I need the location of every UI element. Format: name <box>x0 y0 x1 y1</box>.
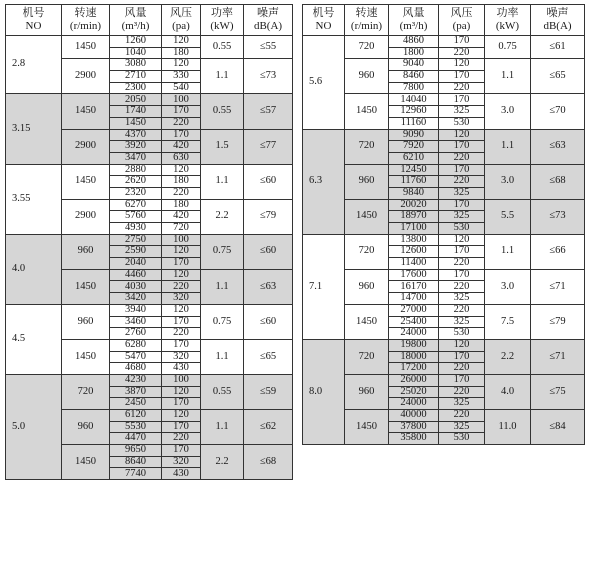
power-cell: 0.75 <box>485 36 531 59</box>
noise-cell: ≤68 <box>244 445 293 480</box>
pressure-cell: 220 <box>162 187 201 199</box>
pressure-cell: 120 <box>162 59 201 71</box>
power-cell: 2.2 <box>201 445 244 480</box>
power-cell: 1.1 <box>201 164 244 199</box>
speed-cell: 960 <box>345 269 389 304</box>
flow-cell: 5760 <box>110 211 162 223</box>
pressure-cell: 220 <box>162 117 201 129</box>
pressure-cell: 120 <box>162 269 201 281</box>
flow-cell: 1740 <box>110 106 162 118</box>
pressure-cell: 120 <box>439 234 485 246</box>
pressure-cell: 170 <box>162 445 201 457</box>
flow-cell: 24000 <box>389 328 439 340</box>
flow-cell: 11160 <box>389 117 439 129</box>
pressure-cell: 220 <box>439 410 485 422</box>
power-header: 功率 (kW) <box>485 5 531 36</box>
pressure-cell: 630 <box>162 152 201 164</box>
flow-cell: 11760 <box>389 176 439 188</box>
pressure-header: 风压 (pa) <box>162 5 201 36</box>
pressure-cell: 530 <box>439 117 485 129</box>
model-no-cell: 3.55 <box>6 164 62 234</box>
flow-cell: 19800 <box>389 339 439 351</box>
table-row <box>303 234 585 246</box>
flow-cell: 3870 <box>110 386 162 398</box>
flow-cell: 5530 <box>110 421 162 433</box>
flow-cell: 3420 <box>110 293 162 305</box>
flow-cell: 2320 <box>110 187 162 199</box>
flow-cell: 1260 <box>110 36 162 48</box>
flow-cell: 4370 <box>110 129 162 141</box>
pressure-cell: 100 <box>162 374 201 386</box>
noise-cell: ≤71 <box>531 339 585 374</box>
power-cell: 0.75 <box>201 304 244 339</box>
noise-cell: ≤60 <box>244 234 293 269</box>
pressure-cell: 120 <box>162 386 201 398</box>
pressure-cell: 180 <box>162 47 201 59</box>
noise-cell: ≤59 <box>244 374 293 409</box>
model-no-cell: 4.0 <box>6 234 62 304</box>
flow-cell: 9040 <box>389 59 439 71</box>
flow-cell: 26000 <box>389 374 439 386</box>
flow-cell: 2750 <box>110 234 162 246</box>
noise-cell: ≤84 <box>531 410 585 445</box>
speed-cell: 1450 <box>345 199 389 234</box>
flow-cell: 6270 <box>110 199 162 211</box>
pressure-cell: 220 <box>439 82 485 94</box>
speed-cell: 720 <box>345 339 389 374</box>
pressure-cell: 170 <box>439 351 485 363</box>
power-cell: 0.75 <box>201 234 244 269</box>
noise-cell: ≤73 <box>244 59 293 94</box>
flow-cell: 12600 <box>389 246 439 258</box>
pressure-cell: 530 <box>439 328 485 340</box>
flow-cell: 8460 <box>389 71 439 83</box>
model-no-cell: 4.5 <box>6 304 62 374</box>
power-cell: 0.55 <box>201 94 244 129</box>
flow-cell: 9090 <box>389 129 439 141</box>
pressure-cell: 170 <box>162 258 201 270</box>
model-no-cell: 2.8 <box>6 36 62 94</box>
flow-cell: 2300 <box>110 82 162 94</box>
power-cell: 3.0 <box>485 164 531 199</box>
noise-cell: ≤61 <box>531 36 585 59</box>
power-cell: 11.0 <box>485 410 531 445</box>
flow-cell: 17600 <box>389 269 439 281</box>
table-row <box>6 304 293 316</box>
model-no-cell: 5.0 <box>6 374 62 479</box>
speed-cell: 720 <box>345 234 389 269</box>
table-row <box>303 410 585 422</box>
pressure-cell: 220 <box>439 386 485 398</box>
pressure-cell: 170 <box>162 129 201 141</box>
noise-cell: ≤60 <box>244 304 293 339</box>
speed-cell: 720 <box>345 129 389 164</box>
flow-cell: 13800 <box>389 234 439 246</box>
power-cell: 3.0 <box>485 94 531 129</box>
flow-cell: 1450 <box>110 117 162 129</box>
pressure-cell: 325 <box>439 187 485 199</box>
noise-cell: ≤63 <box>244 269 293 304</box>
pressure-cell: 220 <box>162 328 201 340</box>
power-cell: 1.1 <box>201 339 244 374</box>
pressure-cell: 100 <box>162 234 201 246</box>
table-row <box>303 36 585 48</box>
pressure-cell: 170 <box>162 421 201 433</box>
pressure-cell: 325 <box>439 211 485 223</box>
flow-cell: 3470 <box>110 152 162 164</box>
flow-cell: 17200 <box>389 363 439 375</box>
power-cell: 1.1 <box>201 410 244 445</box>
pressure-cell: 120 <box>162 164 201 176</box>
flow-cell: 3080 <box>110 59 162 71</box>
table-row <box>6 164 293 176</box>
pressure-cell: 320 <box>162 293 201 305</box>
table-row <box>303 374 585 386</box>
pressure-cell: 120 <box>162 246 201 258</box>
noise-cell: ≤73 <box>531 199 585 234</box>
flow-cell: 7920 <box>389 141 439 153</box>
pressure-cell: 220 <box>439 363 485 375</box>
flow-cell: 6120 <box>110 410 162 422</box>
speed-cell: 1450 <box>62 445 110 480</box>
table-row <box>303 94 585 106</box>
flow-cell: 16170 <box>389 281 439 293</box>
pressure-cell: 325 <box>439 106 485 118</box>
flow-cell: 5470 <box>110 351 162 363</box>
flow-cell: 2040 <box>110 258 162 270</box>
power-cell: 4.0 <box>485 374 531 409</box>
table-row <box>6 36 293 48</box>
pressure-cell: 420 <box>162 141 201 153</box>
power-cell: 7.5 <box>485 304 531 339</box>
speed-cell: 720 <box>62 374 110 409</box>
speed-cell: 960 <box>62 410 110 445</box>
pressure-cell: 170 <box>162 339 201 351</box>
power-cell: 1.1 <box>485 59 531 94</box>
pressure-cell: 220 <box>439 258 485 270</box>
speed-cell: 1450 <box>62 36 110 59</box>
model-no-cell: 7.1 <box>303 234 345 339</box>
flow-cell: 25020 <box>389 386 439 398</box>
pressure-cell: 180 <box>162 199 201 211</box>
pressure-cell: 430 <box>162 363 201 375</box>
table-row <box>303 269 585 281</box>
speed-cell: 2900 <box>62 59 110 94</box>
flow-cell: 4230 <box>110 374 162 386</box>
power-cell: 1.1 <box>485 129 531 164</box>
table-body <box>6 36 293 480</box>
noise-cell: ≤77 <box>244 129 293 164</box>
speed-cell: 960 <box>62 304 110 339</box>
flow-cell: 14040 <box>389 94 439 106</box>
table-header <box>303 5 585 36</box>
flow-cell: 1040 <box>110 47 162 59</box>
flow-cell: 8640 <box>110 456 162 468</box>
power-cell: 1.1 <box>485 234 531 269</box>
pressure-cell: 170 <box>439 246 485 258</box>
pressure-cell: 530 <box>439 223 485 235</box>
noise-cell: ≤79 <box>531 304 585 339</box>
flow-cell: 7740 <box>110 468 162 480</box>
pressure-cell: 325 <box>439 421 485 433</box>
power-cell: 1.5 <box>201 129 244 164</box>
pressure-cell: 170 <box>439 94 485 106</box>
pressure-cell: 220 <box>439 152 485 164</box>
table-header <box>6 5 293 36</box>
speed-cell: 960 <box>345 59 389 94</box>
flow-cell: 2590 <box>110 246 162 258</box>
noise-cell: ≤68 <box>531 164 585 199</box>
table-row <box>303 304 585 316</box>
pressure-cell: 430 <box>162 468 201 480</box>
noise-cell: ≤62 <box>244 410 293 445</box>
pressure-cell: 170 <box>162 316 201 328</box>
pressure-cell: 220 <box>439 47 485 59</box>
noise-cell: ≤65 <box>244 339 293 374</box>
flow-cell: 9840 <box>389 187 439 199</box>
pressure-cell: 120 <box>439 59 485 71</box>
table-body <box>303 36 585 445</box>
flow-cell: 4930 <box>110 223 162 235</box>
flow-cell: 1800 <box>389 47 439 59</box>
table-row <box>6 94 293 106</box>
flow-cell: 4460 <box>110 269 162 281</box>
pressure-cell: 220 <box>439 304 485 316</box>
flow-cell: 24000 <box>389 398 439 410</box>
flow-cell: 6210 <box>389 152 439 164</box>
table-row <box>6 234 293 246</box>
table-row <box>303 59 585 71</box>
speed-cell: 2900 <box>62 129 110 164</box>
pressure-cell: 320 <box>162 351 201 363</box>
pressure-cell: 170 <box>162 106 201 118</box>
flow-cell: 4680 <box>110 363 162 375</box>
flow-cell: 6280 <box>110 339 162 351</box>
power-cell: 3.0 <box>485 269 531 304</box>
noise-cell: ≤65 <box>531 59 585 94</box>
noise-cell: ≤66 <box>531 234 585 269</box>
table-row <box>303 199 585 211</box>
pressure-cell: 120 <box>162 304 201 316</box>
speed-cell: 1450 <box>62 269 110 304</box>
speed-cell: 2900 <box>62 199 110 234</box>
speed-cell: 960 <box>62 234 110 269</box>
model-no-cell: 5.6 <box>303 36 345 130</box>
flow-cell: 2760 <box>110 328 162 340</box>
flow-cell: 4470 <box>110 433 162 445</box>
flow-cell: 12960 <box>389 106 439 118</box>
speed-cell: 1450 <box>62 164 110 199</box>
speed-header: 转速 (r/min) <box>345 5 389 36</box>
speed-cell: 1450 <box>62 94 110 129</box>
noise-cell: ≤55 <box>244 36 293 59</box>
flow-header: 风量 (m³/h) <box>389 5 439 36</box>
pressure-cell: 220 <box>162 433 201 445</box>
flow-cell: 7800 <box>389 82 439 94</box>
speed-cell: 960 <box>345 164 389 199</box>
pressure-cell: 170 <box>439 141 485 153</box>
pressure-cell: 180 <box>162 176 201 188</box>
speed-cell: 1450 <box>345 94 389 129</box>
power-cell: 0.55 <box>201 36 244 59</box>
flow-cell: 2620 <box>110 176 162 188</box>
pressure-cell: 325 <box>439 293 485 305</box>
speed-cell: 1450 <box>345 410 389 445</box>
noise-header: 噪声 dB(A) <box>531 5 585 36</box>
flow-cell: 9650 <box>110 445 162 457</box>
pressure-cell: 170 <box>162 398 201 410</box>
flow-cell: 11400 <box>389 258 439 270</box>
flow-cell: 40000 <box>389 410 439 422</box>
pressure-cell: 120 <box>162 410 201 422</box>
pressure-cell: 120 <box>439 129 485 141</box>
noise-cell: ≤75 <box>531 374 585 409</box>
pressure-cell: 540 <box>162 82 201 94</box>
flow-header: 风量 (m³/h) <box>110 5 162 36</box>
model-no-cell: 6.3 <box>303 129 345 234</box>
noise-cell: ≤57 <box>244 94 293 129</box>
speed-cell: 1450 <box>345 304 389 339</box>
flow-cell: 14700 <box>389 293 439 305</box>
noise-cell: ≤63 <box>531 129 585 164</box>
noise-cell: ≤79 <box>244 199 293 234</box>
pressure-cell: 170 <box>439 71 485 83</box>
table-row <box>303 339 585 351</box>
table-row <box>303 129 585 141</box>
flow-cell: 18970 <box>389 211 439 223</box>
flow-cell: 12450 <box>389 164 439 176</box>
flow-cell: 35800 <box>389 433 439 445</box>
flow-cell: 2710 <box>110 71 162 83</box>
pressure-cell: 420 <box>162 211 201 223</box>
pressure-cell: 325 <box>439 398 485 410</box>
speed-cell: 720 <box>345 36 389 59</box>
flow-cell: 4860 <box>389 36 439 48</box>
speed-cell: 1450 <box>62 339 110 374</box>
pressure-cell: 170 <box>439 269 485 281</box>
flow-cell: 27000 <box>389 304 439 316</box>
model-no-cell: 8.0 <box>303 339 345 444</box>
noise-cell: ≤71 <box>531 269 585 304</box>
pressure-cell: 120 <box>162 36 201 48</box>
pressure-cell: 220 <box>439 176 485 188</box>
power-cell: 2.2 <box>201 199 244 234</box>
pressure-cell: 100 <box>162 94 201 106</box>
flow-cell: 25400 <box>389 316 439 328</box>
pressure-cell: 220 <box>162 281 201 293</box>
flow-cell: 18000 <box>389 351 439 363</box>
power-cell: 1.1 <box>201 59 244 94</box>
flow-cell: 3940 <box>110 304 162 316</box>
pressure-cell: 170 <box>439 199 485 211</box>
pressure-header: 风压 (pa) <box>439 5 485 36</box>
power-header: 功率 (kW) <box>201 5 244 36</box>
noise-cell: ≤60 <box>244 164 293 199</box>
speed-header: 转速 (r/min) <box>62 5 110 36</box>
speed-cell: 960 <box>345 374 389 409</box>
pressure-cell: 170 <box>439 164 485 176</box>
pressure-cell: 530 <box>439 433 485 445</box>
flow-cell: 2450 <box>110 398 162 410</box>
flow-cell: 20020 <box>389 199 439 211</box>
flow-cell: 3460 <box>110 316 162 328</box>
power-cell: 1.1 <box>201 269 244 304</box>
pressure-cell: 320 <box>162 456 201 468</box>
noise-header: 噪声 dB(A) <box>244 5 293 36</box>
pressure-cell: 330 <box>162 71 201 83</box>
fan-performance-table-right <box>302 4 585 445</box>
fan-performance-table-left <box>5 4 293 480</box>
flow-cell: 37800 <box>389 421 439 433</box>
flow-cell: 2050 <box>110 94 162 106</box>
pressure-cell: 220 <box>439 281 485 293</box>
power-cell: 2.2 <box>485 339 531 374</box>
flow-cell: 3920 <box>110 141 162 153</box>
flow-cell: 17100 <box>389 223 439 235</box>
pressure-cell: 325 <box>439 316 485 328</box>
flow-cell: 4030 <box>110 281 162 293</box>
table-row <box>6 374 293 386</box>
power-cell: 5.5 <box>485 199 531 234</box>
model-header: 机号 NO <box>303 5 345 36</box>
pressure-cell: 170 <box>439 374 485 386</box>
pressure-cell: 170 <box>439 36 485 48</box>
model-header: 机号 NO <box>6 5 62 36</box>
flow-cell: 2880 <box>110 164 162 176</box>
model-no-cell: 3.15 <box>6 94 62 164</box>
power-cell: 0.55 <box>201 374 244 409</box>
noise-cell: ≤70 <box>531 94 585 129</box>
pressure-cell: 120 <box>439 339 485 351</box>
pressure-cell: 720 <box>162 223 201 235</box>
table-row <box>303 164 585 176</box>
